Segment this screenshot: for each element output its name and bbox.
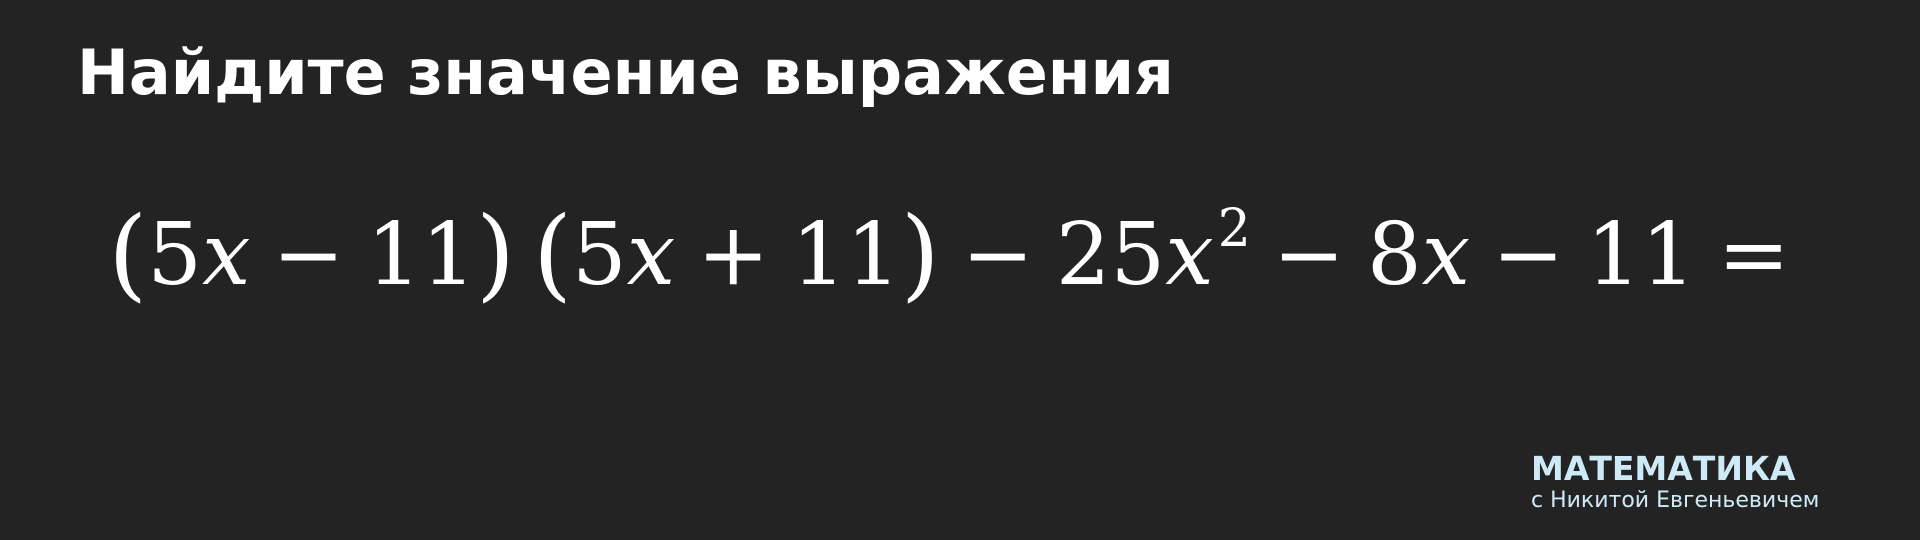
- equals-sign: =: [1717, 205, 1790, 305]
- coefficient: 8: [1366, 205, 1422, 305]
- coefficient: 5: [147, 205, 202, 305]
- plus-operator: +: [697, 205, 770, 305]
- left-paren: (: [533, 195, 573, 312]
- variable: x: [201, 205, 251, 305]
- minus-operator: −: [1492, 205, 1565, 305]
- coefficient: 5: [572, 205, 627, 305]
- minus-operator: −: [961, 205, 1034, 305]
- left-paren: (: [108, 195, 148, 312]
- brand-subtitle: с Никитой Евгеньевичем: [1531, 488, 1820, 513]
- right-paren: ): [476, 195, 516, 312]
- number: 11: [791, 205, 901, 305]
- variable: x: [1421, 205, 1471, 305]
- exponent: 2: [1217, 199, 1251, 259]
- variable: x: [1165, 205, 1214, 305]
- brand-name: МАТЕМАТИКА: [1531, 449, 1796, 488]
- right-paren: ): [900, 195, 940, 312]
- number: 11: [1586, 205, 1696, 305]
- number: 11: [366, 205, 476, 305]
- minus-operator: −: [1272, 205, 1345, 305]
- variable: x: [626, 205, 676, 305]
- minus-operator: −: [272, 205, 345, 305]
- page-title: Найдите значение выражения: [77, 36, 1174, 109]
- math-expression: [0, 195, 1920, 312]
- brand-logo: [1531, 449, 1820, 513]
- coefficient: 25: [1055, 205, 1166, 305]
